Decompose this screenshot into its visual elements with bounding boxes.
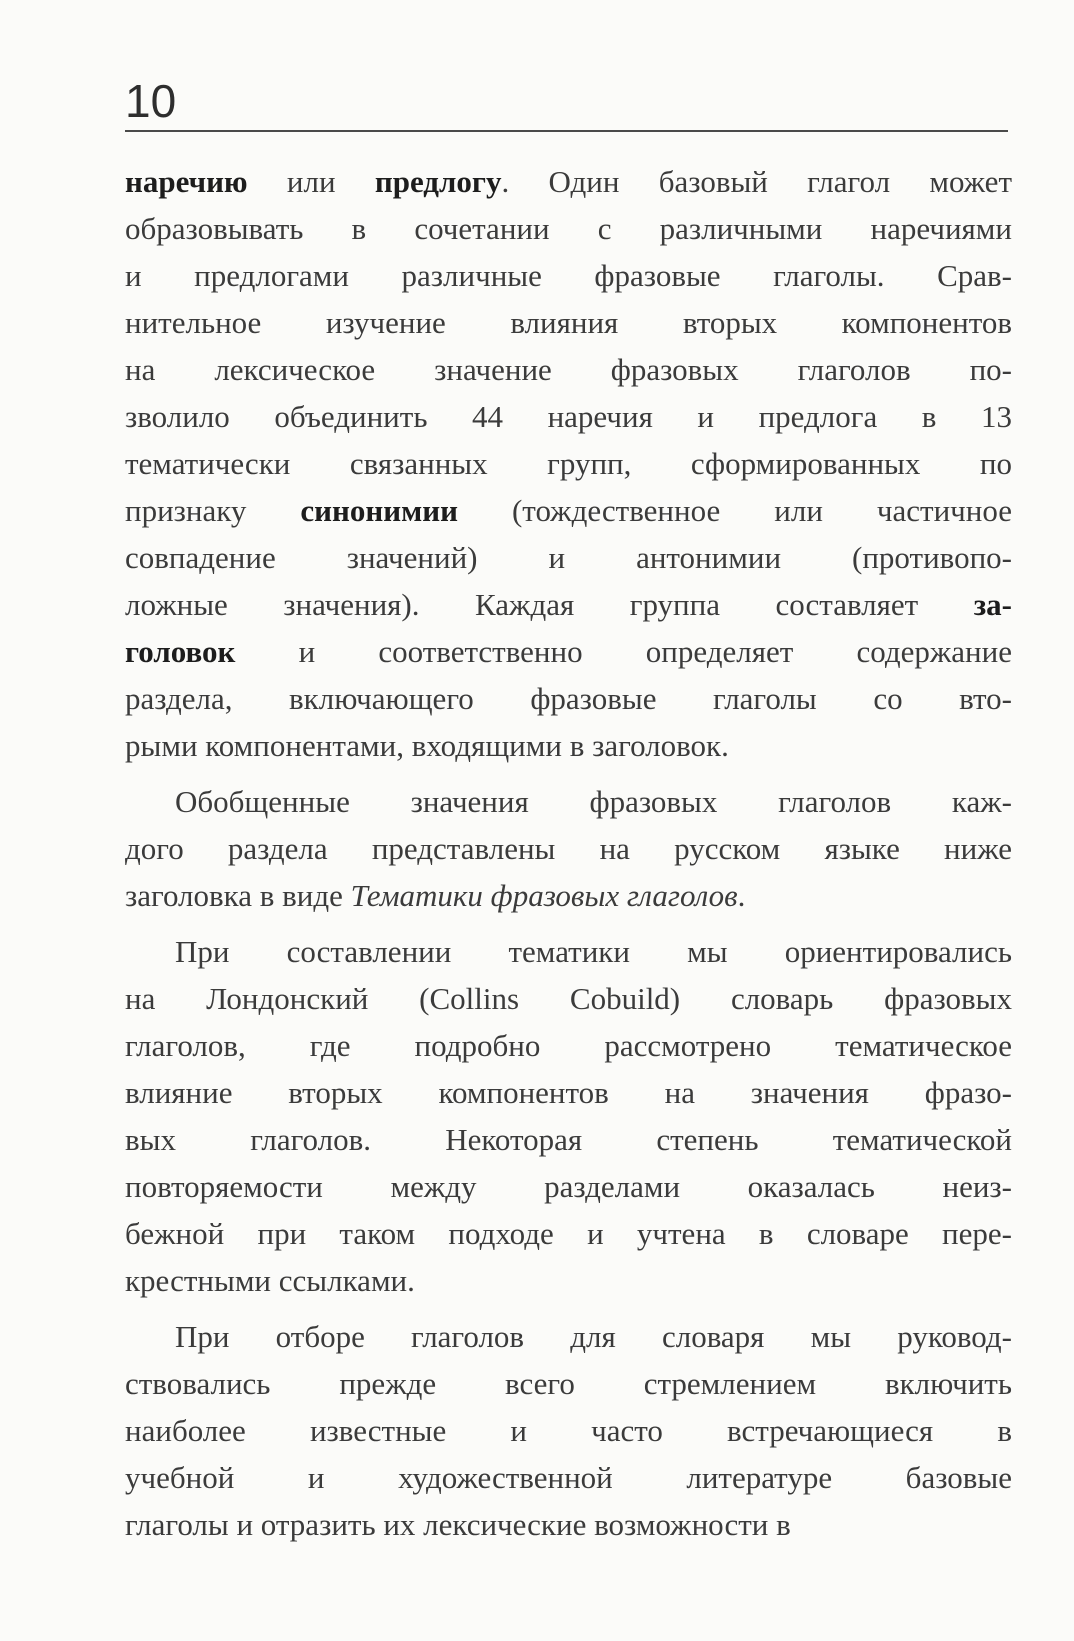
- bold-term: предлогу: [374, 164, 502, 199]
- text-line: [125, 440, 1012, 487]
- text-line: [125, 205, 1012, 252]
- text-line: [125, 1257, 1012, 1304]
- text-line: [125, 1313, 1012, 1360]
- text-line: [125, 825, 1012, 872]
- text-run: вых глаголов. Некоторая степень тематической: [125, 1122, 1012, 1157]
- text-line: [125, 534, 1012, 581]
- text-run: совпадение значений) и антонимии (противопо-: [125, 540, 1012, 575]
- text-run: влияние вторых компонентов на значения фразо-: [125, 1075, 1012, 1110]
- text-line: [125, 628, 1012, 675]
- text-run: дого раздела представлены на русском языке ниже: [125, 831, 1012, 866]
- bold-term: головок: [125, 634, 236, 669]
- text-run: на Лондонский (Collins Cobuild) словарь фразовых: [125, 981, 1012, 1016]
- paragraph: [125, 778, 1012, 919]
- text-line: [125, 346, 1012, 393]
- text-line: [125, 928, 1012, 975]
- text-run: крестными ссылками.: [125, 1263, 415, 1298]
- text-run: зволило объединить 44 наречия и предлога в 13: [125, 399, 1012, 434]
- text-run: нительное изучение влияния вторых компонентов: [125, 305, 1012, 340]
- text-run: и соответственно определяет содержание: [235, 634, 1012, 669]
- paragraph: [125, 928, 1012, 1304]
- text-run: раздела, включающего фразовые глаголы со вто-: [125, 681, 1012, 716]
- italic-term: Тематики фразовых глаголов: [350, 878, 738, 913]
- text-run: ложные значения). Каждая группа составляет: [125, 587, 974, 622]
- text-run: заголовка в виде: [125, 878, 351, 913]
- text-run: наиболее известные и часто встречающиеся в: [125, 1413, 1012, 1448]
- text-run: глаголы и отразить их лексические возможности в: [125, 1507, 791, 1542]
- paragraph-gap: [125, 1304, 1012, 1313]
- text-run: (тождественное или частичное: [457, 493, 1012, 528]
- bold-term: наречию: [125, 164, 248, 199]
- text-line: [125, 1210, 1012, 1257]
- text-run: .: [737, 878, 746, 913]
- text-line: [125, 1360, 1012, 1407]
- text-line: [125, 778, 1012, 825]
- text-line: [125, 1501, 1012, 1548]
- paragraph-gap: [125, 919, 1012, 928]
- text-run: ствовались прежде всего стремлением включить: [125, 1366, 1012, 1401]
- paragraph-gap: [125, 769, 1012, 778]
- text-run: бежной при таком подходе и учтена в словаре пере-: [125, 1216, 1012, 1251]
- header-rule: [125, 130, 1008, 132]
- text-run: тематически связанных групп, сформированных по: [125, 446, 1012, 481]
- text-run: признаку: [125, 493, 301, 528]
- text-line: [125, 975, 1012, 1022]
- text-line: [125, 158, 1012, 205]
- bold-term: синонимии: [300, 493, 458, 528]
- text-line: [125, 393, 1012, 440]
- text-line: [125, 1116, 1012, 1163]
- text-run: При составлении тематики мы ориентировались: [175, 934, 1012, 969]
- text-line: [125, 487, 1012, 534]
- text-line: [125, 1454, 1012, 1501]
- text-run: образовывать в сочетании с различными наречиями: [125, 211, 1012, 246]
- text-line: [125, 252, 1012, 299]
- text-line: [125, 872, 1012, 919]
- text-line: [125, 1407, 1012, 1454]
- page-number: 10: [125, 75, 177, 127]
- text-run: . Один базовый глагол может: [501, 164, 1012, 199]
- paragraph: [125, 1313, 1012, 1548]
- body-text: [125, 158, 1012, 1548]
- text-line: [125, 299, 1012, 346]
- text-line: [125, 1022, 1012, 1069]
- text-line: [125, 1163, 1012, 1210]
- text-run: или: [247, 164, 375, 199]
- bold-term: за-: [973, 587, 1012, 622]
- text-run: глаголов, где подробно рассмотрено тематическое: [125, 1028, 1012, 1063]
- text-line: [125, 675, 1012, 722]
- text-run: и предлогами различные фразовые глаголы. Срав-: [125, 258, 1012, 293]
- text-run: рыми компонентами, входящими в заголовок.: [125, 728, 729, 763]
- text-run: При отборе глаголов для словаря мы руковод-: [175, 1319, 1012, 1354]
- text-run: учебной и художественной литературе базовые: [125, 1460, 1012, 1495]
- text-line: [125, 581, 1012, 628]
- text-run: повторяемости между разделами оказалась неиз-: [125, 1169, 1012, 1204]
- text-line: [125, 1069, 1012, 1116]
- paragraph: [125, 158, 1012, 769]
- text-run: на лексическое значение фразовых глаголов по-: [125, 352, 1012, 387]
- text-line: [125, 722, 1012, 769]
- text-run: Обобщенные значения фразовых глаголов каж-: [175, 784, 1012, 819]
